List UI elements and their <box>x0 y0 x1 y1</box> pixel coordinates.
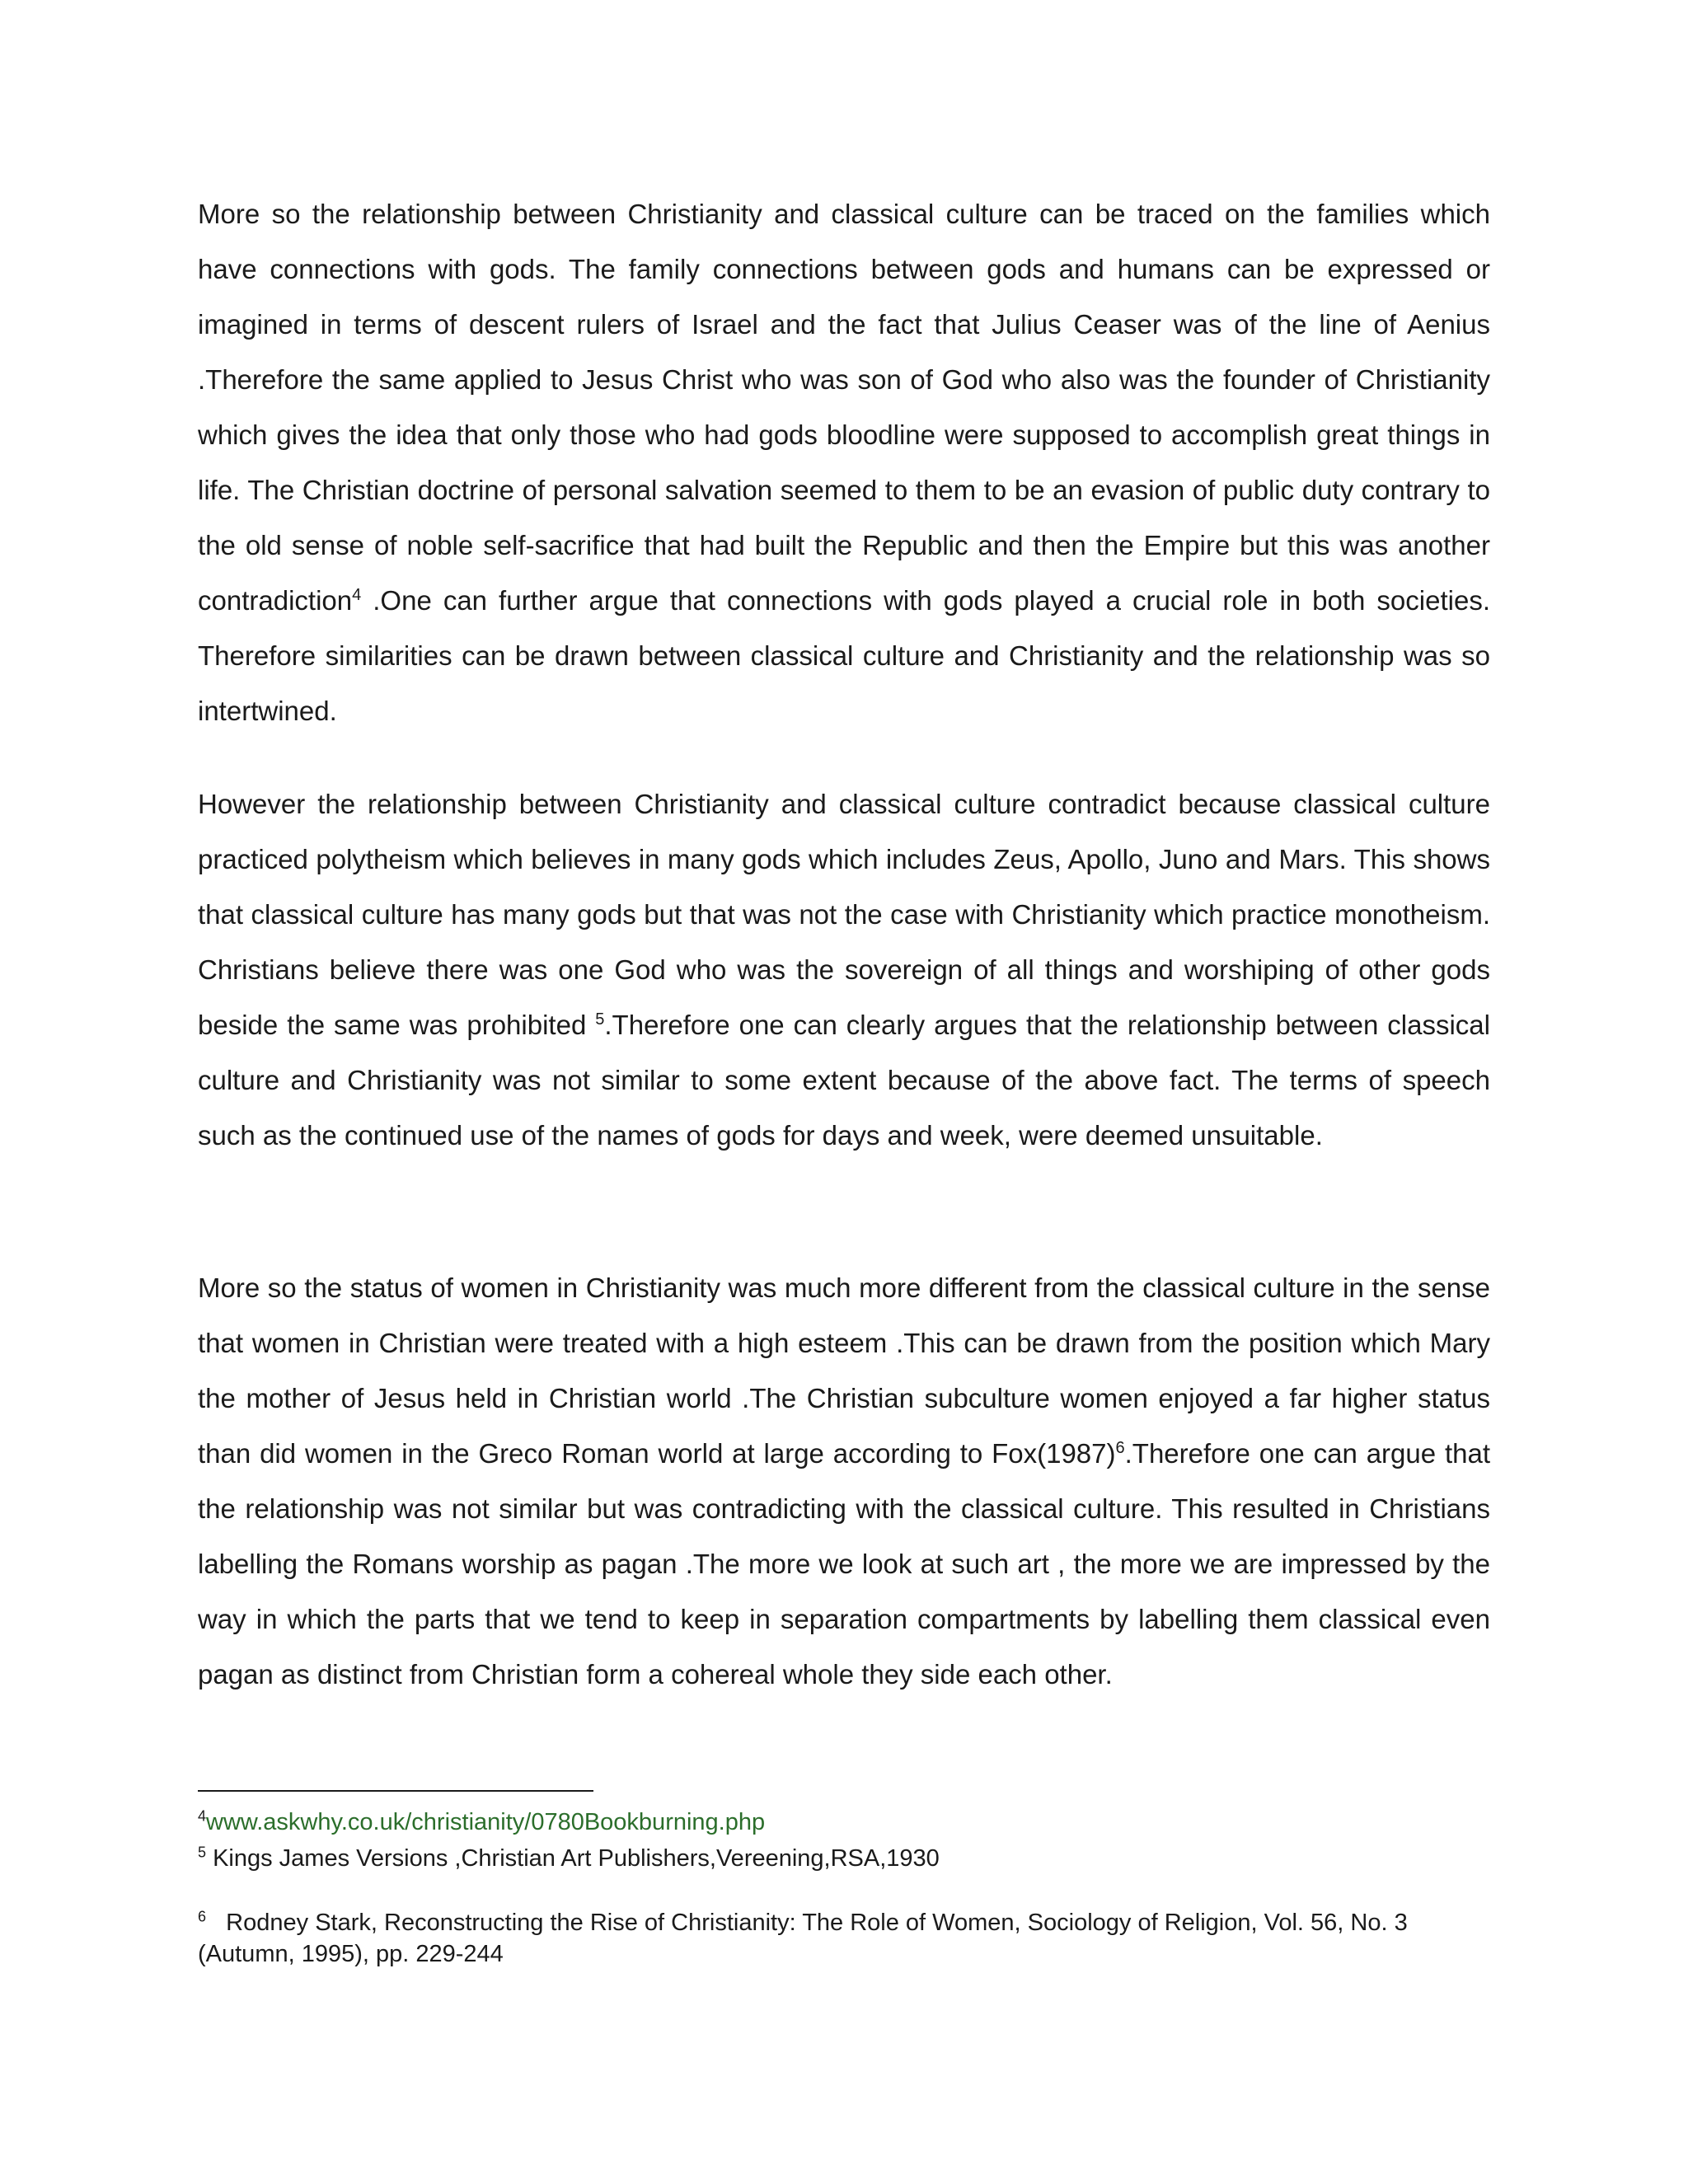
footnote-ref-5[interactable]: 5 <box>595 1010 605 1029</box>
footnote-separator <box>198 1790 593 1792</box>
paragraph-1-text-a: More so the relationship between Christianity and classical culture can be traced on the families which have connections with gods. The family connections between gods and humans can be expressed or imagined in terms of descent rulers of Israel and the fact that Julius Ceaser was of the line of Aenius .Therefore the same applied to Jesus Christ who was son of God who also was the founder of Christianity which gives the idea that only those who had gods bloodline were supposed to accomplish great things in life. The Christian doctrine of personal salvation seemed to them to be an evasion of public duty contrary to the old sense of noble self-sacrifice that had built the Republic and then the Empire but this was another contradiction <box>198 199 1490 616</box>
footnote-4-number: 4 <box>198 1807 207 1825</box>
paragraph-3-text-a: More so the status of women in Christianity was much more different from the classical culture in the sense that women in Christian were treated with a high esteem .This can be drawn from the position which Mary the mother of Jesus held in Christian world .The Christian subculture women enjoyed a far higher status than did women in the Greco Roman world at large according to Fox(1987) <box>198 1272 1490 1469</box>
paragraph-2-text-a: However the relationship between Christianity and classical culture contradict because classical culture practiced polytheism which believes in many gods which includes Zeus, Apollo, Juno and Mars. This shows that classical culture has many gods but that was not the case with Christianity which practice monotheism. Christians believe there was one God who was the sovereign of all things and worshiping of other gods beside the same was prohibited <box>198 789 1490 1040</box>
paragraph-2-text-b: .Therefore one can clearly argues that the relationship between classical culture and Christianity was not similar to some extent because of the above fact. The terms of speech such as the continued use of the names of gods for days and week, were deemed unsuitable. <box>198 1010 1490 1151</box>
footnote-6-number: 6 <box>198 1908 207 1925</box>
footnote-4 <box>198 1807 1490 1838</box>
footnote-4-link[interactable]: www.askwhy.co.uk/christianity/0780Bookburning.php <box>206 1809 766 1835</box>
paragraph-1-text-b: .One can further argue that connections with gods played a crucial role in both societies. Therefore similarities can be drawn between classical culture and Christianity and the relationship was so intertwined. <box>198 585 1490 726</box>
footnote-5 <box>198 1843 1490 1874</box>
footnote-6-text: Rodney Stark, Reconstructing the Rise of Christianity: The Role of Women, Sociology of Religion, Vol. 56, No. 3 (Autumn, 1995), pp. 229-244 <box>198 1910 1414 1967</box>
footnote-5-number: 5 <box>198 1844 207 1861</box>
footnote-5-text: Kings James Versions ,Christian Art Publishers,Vereening,RSA,1930 <box>206 1845 940 1872</box>
footnote-6 <box>198 1907 1490 1970</box>
paragraph-3-text-b: .Therefore one can argue that the relationship was not similar but was contradicting with the classical culture. This resulted in Christians labelling the Romans worship as pagan .The more we look at such art , the more we are impressed by the way in which the parts that we tend to keep in separation compartments by labelling them classical even pagan as distinct from Christian form a cohereal whole they side each other. <box>198 1438 1490 1690</box>
footnote-ref-6[interactable]: 6 <box>1115 1439 1125 1457</box>
body-paragraph-2 <box>198 776 1490 1163</box>
footnote-ref-4[interactable]: 4 <box>352 586 362 604</box>
body-paragraph-1 <box>198 186 1490 738</box>
body-paragraph-3 <box>198 1260 1490 1702</box>
